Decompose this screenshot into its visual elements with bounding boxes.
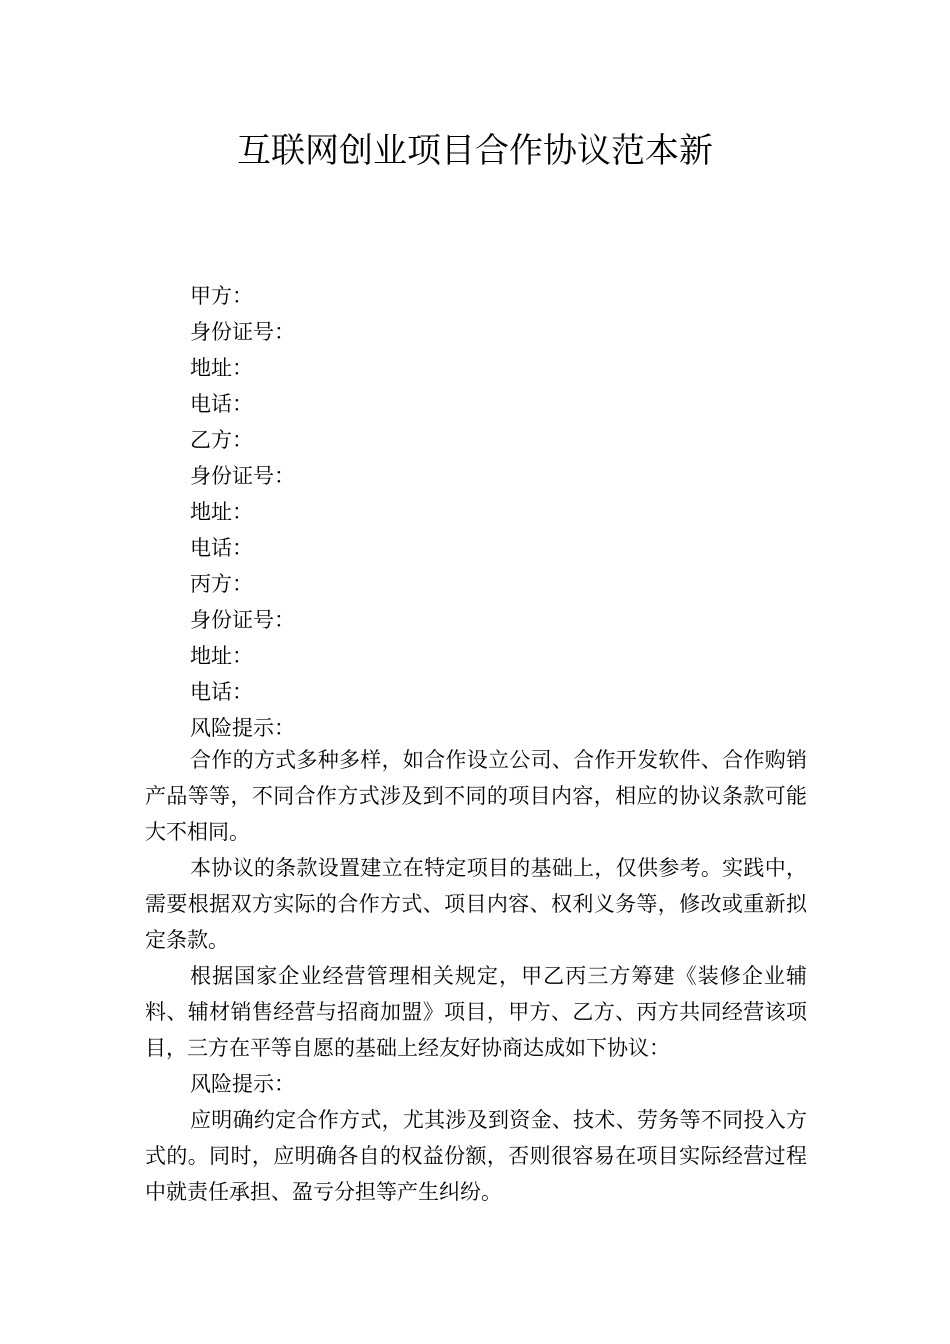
party-c-phone-label: 电话： (190, 680, 253, 704)
document-body (145, 742, 807, 1210)
paragraph-risk-detail: 应明确约定合作方式，尤其涉及到资金、技术、劳务等不同投入方式的。同时，应明确各自的权益份额，否则很容易在项目实际经营过程中就责任承担、盈亏分担等产生纠纷。 (145, 1108, 807, 1204)
party-b-id-label: 身份证号： (190, 464, 295, 488)
paragraph-agreement-basis: 根据国家企业经营管理相关规定，甲乙丙三方筹建《装修企业辅料、辅材销售经营与招商加盟》项目，甲方、乙方、丙方共同经营该项目，三方在平等自愿的基础上经友好协商达成如下协议： (145, 964, 807, 1060)
risk-notice-heading-2: 风险提示： (190, 1072, 295, 1096)
party-b-address-label: 地址： (190, 500, 253, 524)
document-title: 互联网创业项目合作协议范本新 (237, 131, 713, 171)
party-a-id-label: 身份证号： (190, 320, 295, 344)
paragraph-cooperation-methods: 合作的方式多种多样，如合作设立公司、合作开发软件、合作购销产品等等，不同合作方式涉及到不同的项目内容，相应的协议条款可能大不相同。 (145, 748, 807, 844)
risk-notice-heading: 风险提示： (190, 716, 295, 740)
party-a-label: 甲方： (190, 284, 253, 308)
party-a-phone-label: 电话： (190, 392, 253, 416)
party-c-id-label: 身份证号： (190, 608, 295, 632)
party-info-block (190, 278, 810, 746)
party-b-label: 乙方： (190, 428, 253, 452)
party-c-address-label: 地址： (190, 644, 253, 668)
paragraph-reference-only: 本协议的条款设置建立在特定项目的基础上，仅供参考。实践中，需要根据双方实际的合作方式、项目内容、权利义务等，修改或重新拟定条款。 (145, 856, 807, 952)
party-b-phone-label: 电话： (190, 536, 253, 560)
party-a-address-label: 地址： (190, 356, 253, 380)
party-c-label: 丙方： (190, 572, 253, 596)
